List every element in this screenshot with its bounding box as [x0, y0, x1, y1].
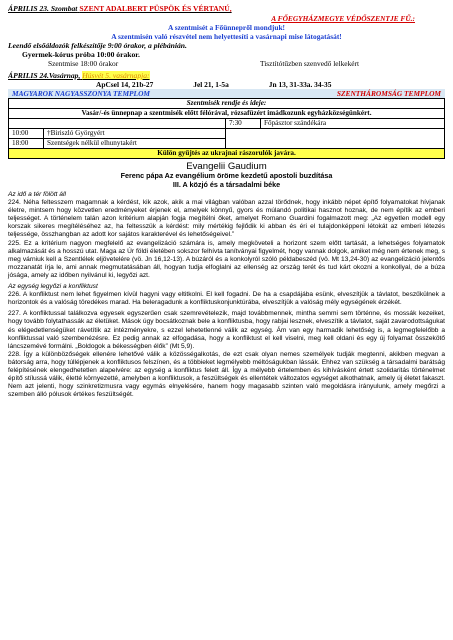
mass-schedule-table	[8, 98, 445, 159]
collection-row	[9, 149, 445, 159]
sunday-readings	[8, 80, 445, 89]
table-row	[9, 129, 445, 139]
article-body	[8, 191, 445, 399]
rosary-note-row	[9, 109, 445, 119]
right-church-time: 7:30	[226, 119, 261, 129]
sunday-heading	[8, 71, 445, 80]
schedule-title: Szentmisék rendje és ideje:	[9, 99, 445, 109]
diocese-patron-line: A FŐEGYHÁZMEGYE VÉDŐSZENTJE FŰ.:	[271, 14, 415, 23]
mass-from-feast-note: A szentmisét a Főünnepről mondjuk!	[167, 23, 286, 32]
mass-time: 10:00	[9, 129, 44, 139]
church-names-band	[8, 89, 445, 98]
church-left-name: MAGYAROK NAGYASSZONYA TEMPLOM	[12, 89, 150, 98]
mass-intention: Szentségek nélkül elhunytakért	[44, 139, 226, 149]
reading-3: Jn 13, 31-33a. 34-35	[268, 80, 332, 89]
rosary-note: Vasár/-és ünnepnap a szentmisék előtt félórával, rózsafüzért imádkozunk egyházközségünkért.	[9, 109, 445, 119]
first-communion-prep: Leendő elsőáldozók felkészítője 9:00 órakor, a plébánián.	[8, 41, 187, 50]
paragraph-226: 226. A konfliktust nem lehet figyelmen kívül hagyni vagy eltitkolni. El kell fogadni. De ha a csapdájába esünk, elveszítjük a távlatot, beszűkülnek a horizontok és a valóság töredékes marad. Ha beleragadunk a konfliktuskonjunktúrába, elveszítjük a valóság mély egységének érzékét.	[8, 291, 445, 307]
saturday-mass-line	[8, 59, 445, 68]
article-section: III. A közjó és a társadalmi béke	[172, 179, 281, 189]
right-church-intention: Főpásztor szándékára	[261, 119, 445, 129]
section-heading: Az idő a tér fölött áll	[8, 191, 66, 198]
sunday-name: Húsvét 5. vasárnapja:	[82, 71, 150, 80]
saturday-date: ÁPRILIS 23. Szombat	[8, 4, 78, 13]
mass-time: 18:00	[9, 139, 44, 149]
paragraph-225: 225. Ez a kritérium nagyon megfelelő az evangelizáció számára is, amely megköveteli a horizont szem előtt tartását, a lehetséges folyamatok alkalmazását és a hosszú utat. Maga az Úr földi életében sokszor felhívta tanítványai figyelmét, hogy vannak dolgok, amiket még nem értenek meg, s meg várniuk kell a Szentlélek eljövetelére (vö. Jn 16,12-13). A búzáról és a konkolyról szóló példabeszéd (vö. Mt 13,24-30) az evangelizáció jelentős mozzanatát írja le, ami annak megmutatásában áll, hogyan tudja elfoglalni az ellenség az ország terét és tud kárt okozni a konkollyal, de a búza jósága, amely az időben nyilvánul ki, legyőzi azt.	[8, 239, 445, 279]
paragraph-224: 224. Néha feltesszem magamnak a kérdést, kik azok, akik a mai világban valóban azzal törődnek, hogy inkább népet építő folyamatokat hívjanak életre, mintsem hogy közvetlen eredményeket érjenek el, amelyek könnyű, gyors és múlandó politikai hasznot hoznak, de nem építik az emberi teljességet. A történelem talán azon kritérium alapján fogja megítélni őket, amelyet Romano Guardini fogalmazott meg: „Az egyetlen modell egy korszak sikeres megítéléséhez az, ha feltesszük a kérdést: mily mértékig fejlődik ki abban és éri el tulajdonképpeni létokát az emberi létezés teljessége, összhangban az adott kor sajátos karakterével és lehetőségeivel.”	[8, 199, 445, 239]
saturday-mass-intention: Tisztítótűzben szenvedő lelkekért	[260, 59, 360, 68]
reading-1: ApCsel 14, 21b-27	[96, 80, 154, 89]
paragraph-228: 228. Így a különbözőségek ellenére lehetővé válik a közösségalkotás, de ezt csak olyan nemes személyek tudják megtenni, akikben megvan a bátorság arra, hogy túllépjenek a konfliktusos felszínen, és a többieket legmélyebb méltóságukban lássák. Ehhez van szükség a társadalmi barátság felépítésének elengedhetetlen alapelvére: az egység a konfliktus felett áll. Így a mélyebb értelemben és kihívásként értett szolidaritás történelmet építő stílussá válik, életté környezetté, amelyben a konfliktusok, a feszültségek és ellentétek változatos egységet alkothatnak, amely új életet fakaszt. Nem azt jelenti, hogy szinkretizmusra vagy egymás elnyelésére, hanem hogy magasabb szinten való megoldásra irányulunk, amely megőrzi a szemben álló pólusok értékes feszültségét.	[8, 350, 445, 399]
saturday-heading	[8, 4, 445, 14]
church-right-name: SZENTHÁROMSÁG TEMPLOM	[336, 89, 441, 98]
section-heading: Az egység legyőzi a konfliktust	[8, 283, 98, 291]
article-title: Evangelii Gaudium	[186, 161, 267, 172]
article-subtitle: Ferenc pápa Az evangélium öröme kezdetű apostoli buzdítása	[120, 171, 333, 180]
collection-note: Külön gyűjtés az ukrajnai rászorulók javára.	[9, 149, 445, 159]
table-row	[9, 119, 445, 129]
schedule-title-row	[9, 99, 445, 109]
reading-2: Jel 21, 1-5a	[193, 80, 229, 89]
table-row	[9, 139, 445, 149]
mass-intention: †Biriszló Györgyért	[44, 129, 226, 139]
children-choir-rehearsal: Gyermek-kórus próba 10:00 órakor.	[22, 50, 140, 59]
sunday-date: ÁPRILIS 24.Vasárnap,	[8, 71, 81, 80]
paragraph-227: 227. A konfliktussal találkozva egyesek egyszerűen csak szemrevételezik, majd továbbmennek, mintha semmi sem történne, és mossák kezeiket, hogy tovább folytathassák az életüket. Mások úgy bocsátkoznak bele a konfliktusba, hogy rabjai lesznek, elveszítik a távlatot, saját zavarodottságukat és elégedetlenségüket rávetítik az intézményekre, s ezzel lehetetlenné válik az egység. Ám van egy harmadik lehetőség is, a legmegfelelőbb a konfliktussal való szembenézésre. Ez pedig annak az elfogadása, hogy a konfliktust el kell viselni, meg kell oldani és egy új folyamat összekötő láncszemévé formálni. „Boldogok a békességben élők” (Mt 5,9).	[8, 310, 445, 350]
saturday-mass-time: Szentmise 18:00 órakor	[48, 59, 119, 68]
sunday-obligation-note: A szentmisén való részvétel nem helyettesíti a vasárnapi mise látogatását!	[111, 32, 342, 41]
saint-adalbert-feast: SZENT ADALBERT PÜSPÖK ÉS VÉRTANÚ,	[79, 4, 232, 13]
